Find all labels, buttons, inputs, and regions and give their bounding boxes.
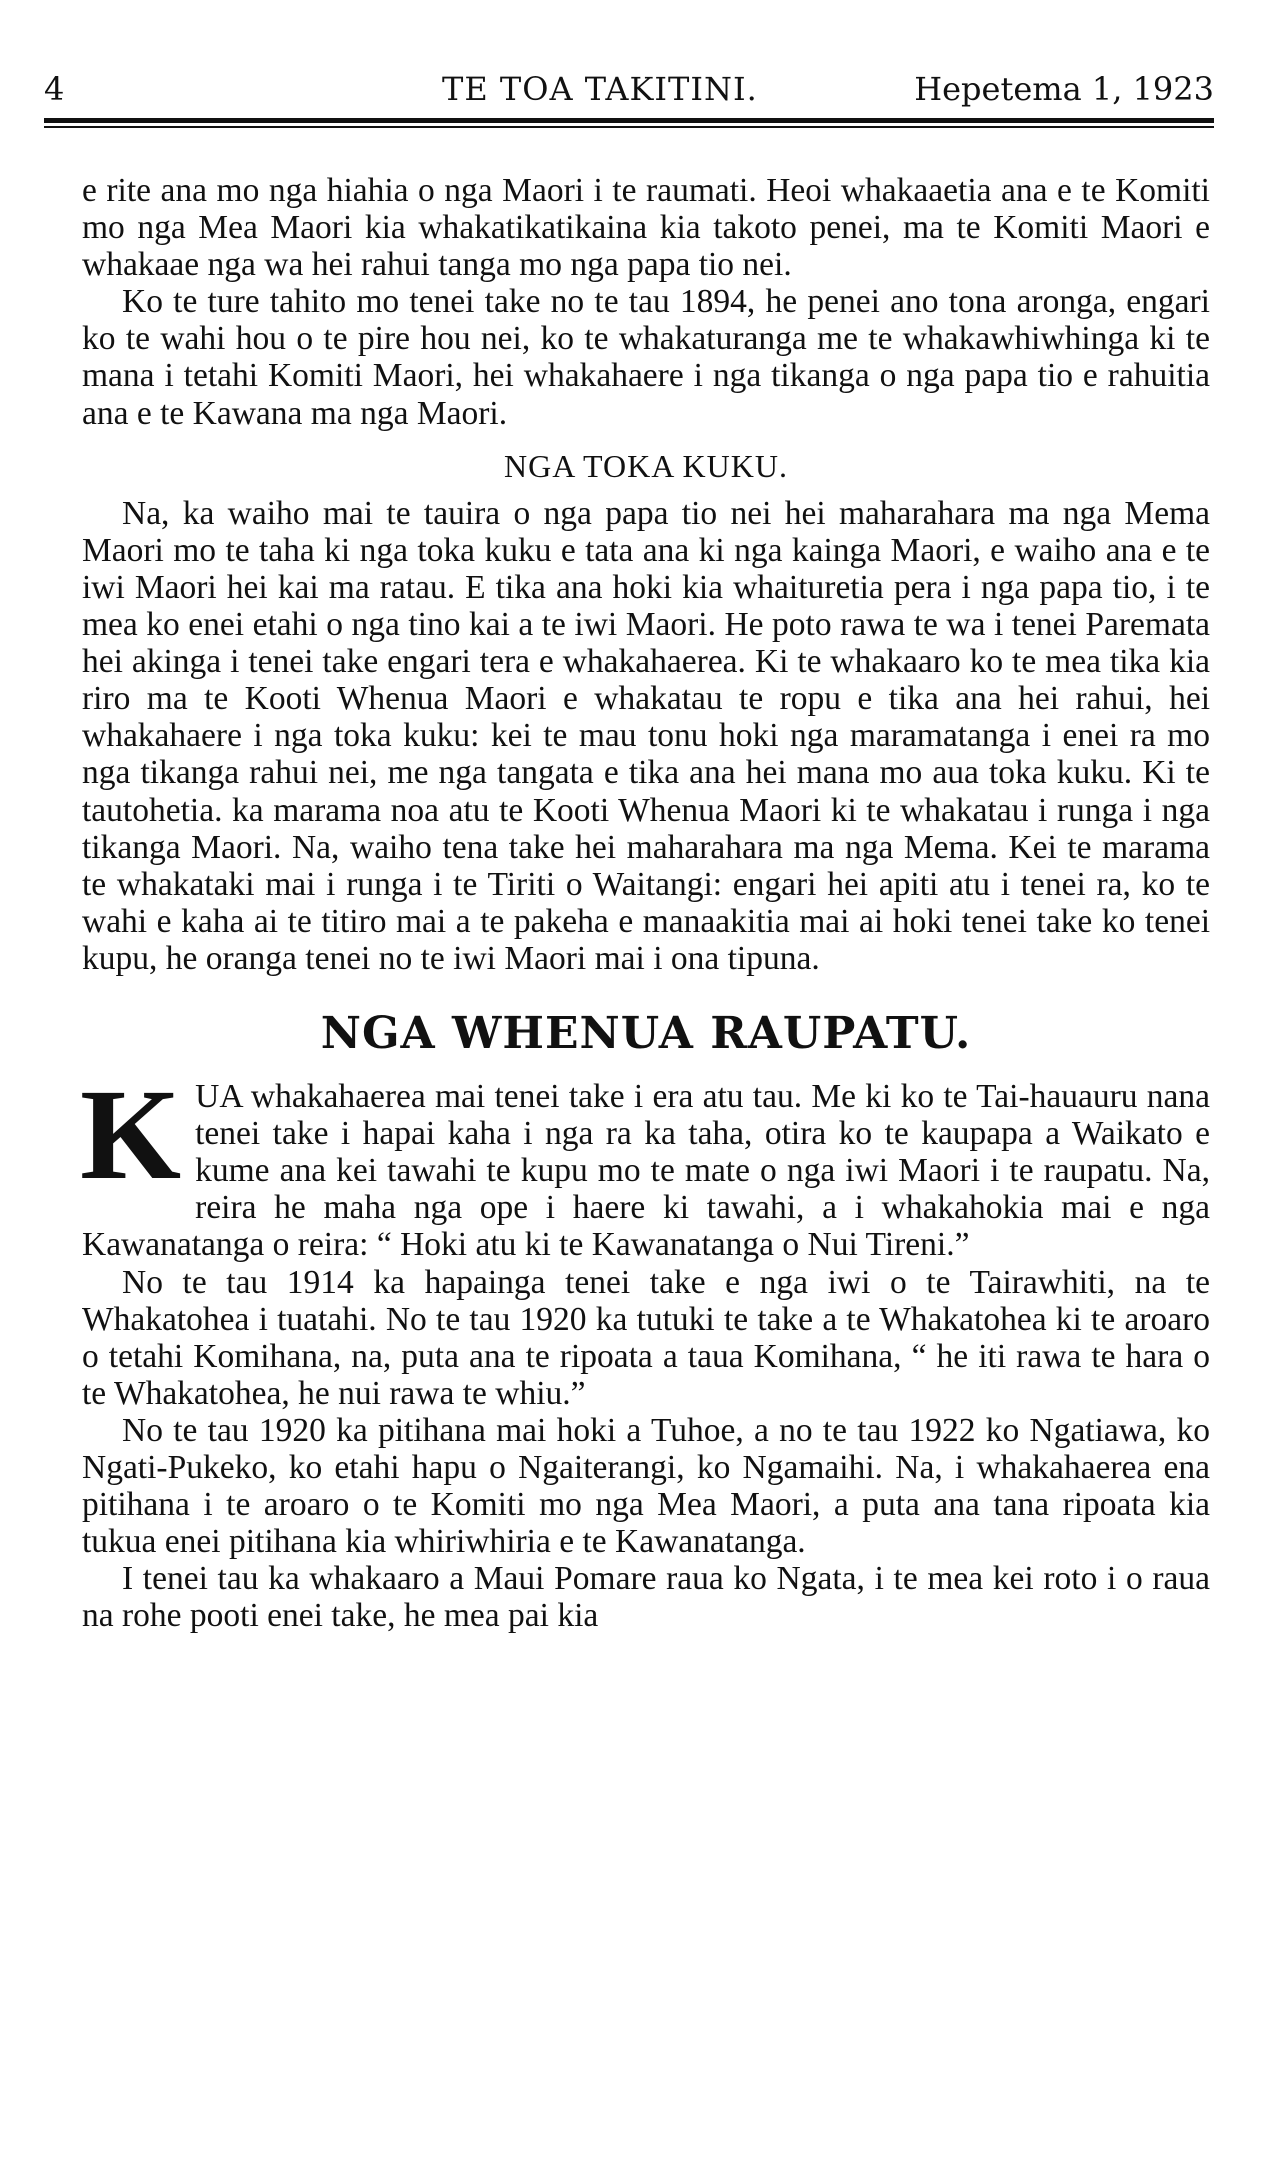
publication-title: TE TOA TAKITINI. — [442, 70, 758, 108]
page-header — [44, 70, 1214, 120]
paragraph-raupatu-first — [80, 1063, 1210, 1264]
section-heading-raupatu: NGA WHENUA RAUPATU. — [320, 1007, 972, 1059]
paragraph-raupatu-first-text: UA whakahaerea mai tenei take i era atu tau. Me ki ko te Tai-hauauru nana tenei take i hapai kaha i nga ra ka taha, otira ko te kaupapa a Waikato e kume ana kei tawahi te kupu mo te mate o nga iwi Maori i te raupatu. Na, reira he maha nga ope i haere ki tawahi, a i whakahokia mai e nga Kawanatanga o reira: “ Hoki atu ki te Kawanatanga o Nui Tireni.” — [82, 1078, 1210, 1264]
subheading-toka-kuku: NGA TOKA KUKU. — [504, 447, 788, 484]
paragraph-raupatu-2: No te tau 1914 ka hapainga tenei take e nga iwi o te Tairawhiti, na te Whakatohea i tuatahi. No te tau 1920 ka tutuki te take a te Whakatohea ki te aroaro o tetahi Komihana, na, puta ana te ripoata a taua Komihana, “ he iti rawa te hara o te Whakatohea, he nui rawa te whiu.” — [82, 1263, 1210, 1412]
paragraph-raupatu-3: No te tau 1920 ka pitihana mai hoki a Tuhoe, a no te tau 1922 ko Ngatiawa, ko Ngati-Pukeko, ko etahi hapu o Ngaiterangi, ko Ngamaihi. Na, i whakahaerea ena pitihana i te aroaro o te Komiti mo nga Mea Maori, a puta ana tana ripoata kia tukua enei pitihana kia whiriwhiria e te Kawanatanga. — [82, 1411, 1210, 1561]
header-rule-thin — [44, 126, 1214, 128]
header-rule-thick — [44, 118, 1214, 123]
page-number: 4 — [44, 70, 65, 108]
drop-cap: K — [80, 1063, 182, 1208]
paragraph-raupatu-4: I tenei tau ka whakaaro a Maui Pomare raua ko Ngata, i te mea kei roto i o raua na rohe pooti enei take, he mea pai kia — [82, 1560, 1210, 1635]
issue-date: Hepetema 1, 1923 — [914, 70, 1214, 108]
paragraph-toka-kuku: Na, ka waiho mai te tauira o nga papa tio nei hei maharahara ma nga Mema Maori mo te taha ki nga toka kuku e tata ana ki nga kainga Maori, e waiho ana e te iwi Maori hei kai ma ratau. E tika ana hoki kia whaituretia pera i nga papa tio, i te mea ko enei etahi o nga tino kai a te iwi Maori. He poto rawa te wa i tenei Paremata hei akinga i tenei take engari tera e whakahaerea. Ki te whakaaro ko te mea tika kia riro ma te Kooti Whenua Maori e whakatau te ropu e tika ana hei rahui, hei whakahaere i nga toka kuku: kei te mau tonu hoki nga maramatanga i enei ra mo nga tikanga rahui nei, me nga tangata e tika ana hei mana mo aua toka kuku. Ki te tautohetia. ka marama noa atu te Kooti Whenua Maori ki te whakatau i runga i nga tikanga Maori. Na, waiho tena take hei maharahara ma nga Mema. Kei te marama te whakataki mai i runga i te Tiriti o Waitangi: engari hei apiti atu i tenei ra, ko te wahi e kaha ai te titiro mai a te pakeha e manaakitia mai ai hoki tenei take ko tenei kupu, he oranga tenei no te iwi Maori mai i ona tipuna. — [82, 494, 1210, 977]
paragraph-intro-1: e rite ana mo nga hiahia o nga Maori i te raumati. Heoi whakaaetia ana e te Komiti mo nga Mea Maori kia whakatikatikaina kia takoto penei, ma te Komiti Maori e whakaae nga wa hei rahui tanga mo nga papa tio nei. — [82, 172, 1210, 284]
paragraph-intro-2: Ko te ture tahito mo tenei take no te tau 1894, he penei ano tona aronga, engari ko te wahi hou o te pire hou nei, ko te whakaturanga me te whakawhiwhinga ki te mana i tetahi Komiti Maori, hei whakahaere i nga tikanga o nga papa tio e rahuitia ana e te Kawana ma nga Maori. — [82, 283, 1210, 432]
article-body — [82, 172, 1210, 1634]
